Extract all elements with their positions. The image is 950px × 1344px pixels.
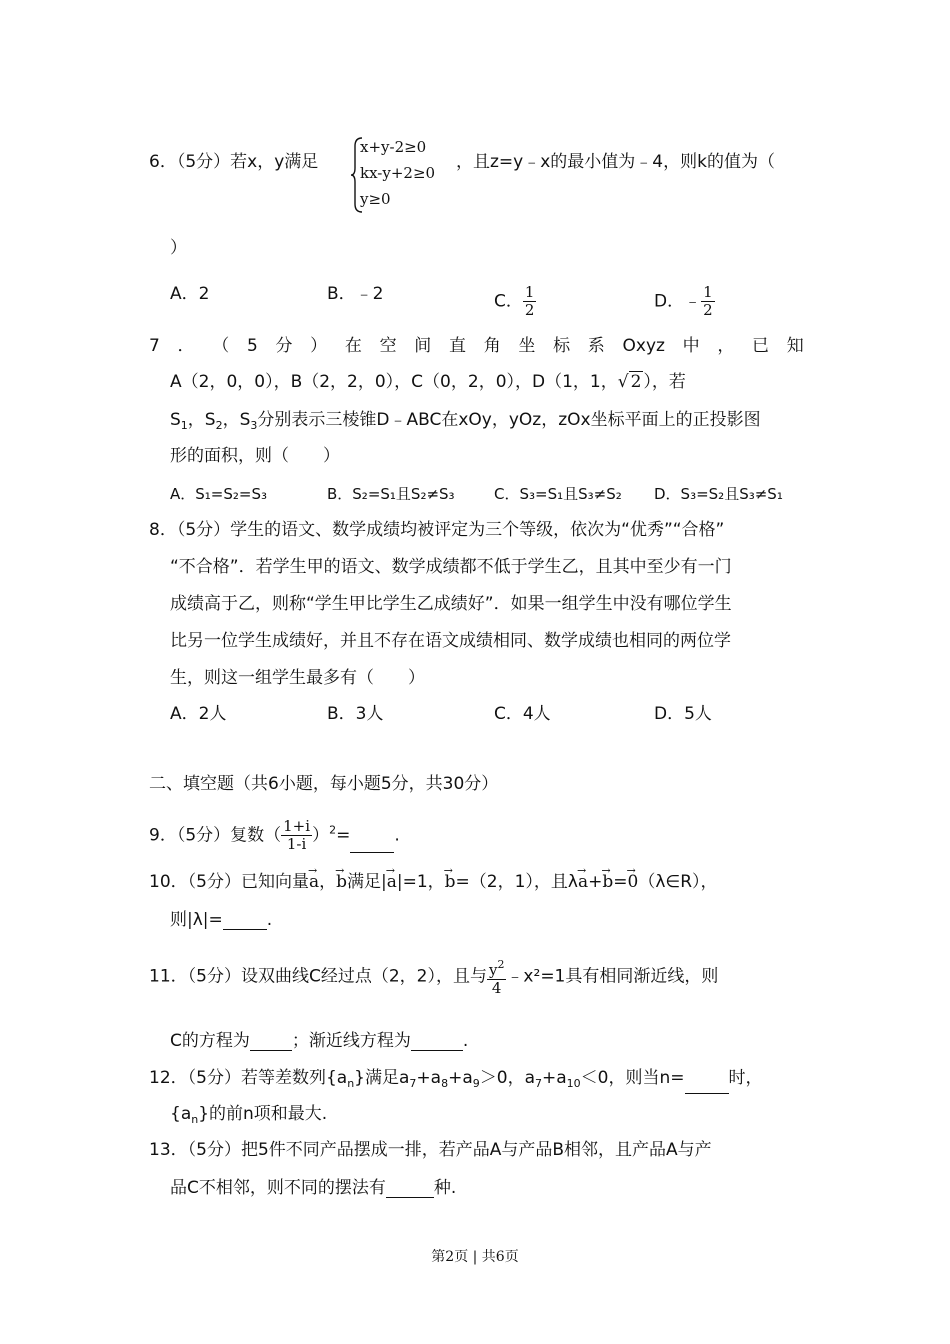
q8-option-c: C．4人 (494, 704, 551, 724)
q12-line-1 (149, 1068, 763, 1094)
superscript: 2 (329, 823, 337, 837)
q7-char: 空 (379, 336, 397, 356)
q13-text: 种. (433, 1178, 457, 1198)
q6-option-a: A．2 (170, 284, 210, 304)
q7-option-b: B．S₂=S₁且S₂≠S₃ (327, 485, 455, 503)
q10-end: . (266, 910, 273, 930)
text: ，S (222, 410, 251, 430)
q9-fraction (281, 818, 312, 853)
q6-option-c-label: C． (494, 291, 523, 312)
lambda: λ (192, 910, 203, 930)
q7-option-c: C．S₃=S₁且S₃≠S₂ (494, 485, 622, 503)
q7-char: 直 (448, 336, 466, 356)
q6-system (360, 137, 435, 209)
q8-line-1: 8．（5分）学生的语文、数学成绩均被评定为三个等级，依次为“优秀”“合格” (149, 520, 725, 540)
q7-char: 间 (414, 336, 432, 356)
q8-option-a: A．2人 (170, 704, 227, 724)
q7-char: ） (310, 336, 328, 356)
text: ，S (187, 410, 216, 430)
q7-char: 标 (553, 336, 571, 356)
subscript: 7 (409, 1077, 417, 1090)
q7-char: 知 (786, 336, 804, 356)
abs-bar: | (396, 872, 403, 892)
q13-answer-blank[interactable] (386, 1181, 434, 1198)
q11-line-2 (170, 1031, 468, 1051)
frac-den: 2 (524, 301, 535, 319)
var-y: y (488, 961, 498, 979)
text: 分别表示三棱锥D﹣ABC在xOy，yOz，zOx坐标平面上的正投影图 (257, 410, 761, 430)
subscript: 3 (250, 419, 258, 432)
q11-answer-blank-2[interactable] (411, 1034, 463, 1051)
q6-lead: 6．（5分）若x，y满足 (149, 152, 319, 172)
abs-bar: | (202, 910, 209, 930)
text: +a (541, 1068, 567, 1088)
q10-answer-blank[interactable] (223, 913, 267, 930)
q6-option-d-label: D．﹣ (654, 291, 702, 312)
q8-option-b: B．3人 (327, 704, 384, 724)
frac-num: 1+i (283, 817, 311, 835)
q7-char: 角 (483, 336, 501, 356)
vector-b: → b (445, 872, 456, 892)
q6-inequality-1: x+y-2≥0 (360, 138, 427, 156)
q8-line-3: 成绩高于乙，则称“学生甲比学生乙成绩好”．如果一组学生中没有哪位学生 (170, 594, 732, 614)
frac-den: 1-i (286, 835, 307, 853)
text: ＞0，a (479, 1068, 535, 1088)
abs-bar: | (380, 872, 387, 892)
q8-line-5: 生，则这一组学生最多有（ ） (170, 668, 425, 688)
vector-a: → a (578, 872, 588, 892)
q7-char: 中 (682, 336, 700, 356)
text: 时， (728, 1068, 763, 1088)
q7-char: 已 (752, 336, 770, 356)
q11-fraction (487, 956, 506, 997)
text: S (170, 410, 181, 430)
q8-option-d: D．5人 (654, 704, 712, 724)
q10-text: （λ∈R）， (638, 872, 718, 892)
q6-option-d (654, 284, 715, 319)
q7-char: 7 (149, 336, 160, 356)
q9 (149, 818, 400, 853)
subscript: 2 (215, 419, 223, 432)
subscript: 8 (441, 1077, 449, 1090)
text: 12．（5分）若等差数列{a (149, 1068, 348, 1088)
subscript: 7 (534, 1077, 542, 1090)
q10-text: =（2，1），且λ (455, 872, 578, 892)
q6-option-b: B．﹣2 (327, 284, 384, 304)
q7-line-2 (170, 372, 686, 392)
q6-option-d-fraction (701, 284, 715, 319)
q10-line-1 (149, 872, 718, 892)
q7-char: ． (177, 336, 195, 356)
equals: = (613, 872, 628, 892)
q6-inequality-3: y≥0 (360, 190, 391, 208)
subscript: 1 (180, 419, 188, 432)
q13-text: 品C不相邻，则不同的摆法有 (170, 1178, 386, 1198)
q7-line-1 (149, 336, 804, 356)
frac-num (487, 956, 506, 980)
text: {a (170, 1104, 192, 1124)
q6-inequality-2: kx-y+2≥0 (360, 164, 436, 182)
q11-line-1 (149, 956, 718, 997)
frac-den: 2 (703, 301, 713, 319)
q8-line-4: 比另一位学生成绩好，并且不存在语文成绩相同、数学成绩也相同的两位学 (170, 631, 731, 651)
page-footer: 第2页 | 共6页 (431, 1249, 519, 1265)
q6-tail: ，且z=y﹣x的最小值为﹣4，则k的值为（ (456, 152, 775, 172)
q13-line-1: 13．（5分）把5件不同产品摆成一排，若产品A与产品B相邻，且产品A与产 (149, 1140, 712, 1160)
superscript: 2 (497, 958, 505, 971)
q7-line-3 (170, 410, 761, 436)
text: ＜0，则当n= (580, 1068, 685, 1088)
vector-b: → b (336, 872, 347, 892)
subscript: 9 (472, 1077, 480, 1090)
q7-char: 在 (344, 336, 362, 356)
q7-option-a: A．S₁=S₂=S₃ (170, 485, 268, 503)
q11-answer-blank-1[interactable] (250, 1034, 292, 1051)
q9-paren: ） (312, 825, 330, 846)
sqrt-radicand: 2 (630, 372, 642, 392)
q7-points: A（2，0，0），B（2，2，0），C（0，2，0），D（1，1， (170, 372, 618, 392)
q8-line-2: “不合格”．若学生甲的语文、数学成绩都不低于学生乙，且其中至少有一门 (170, 557, 732, 577)
q7-line-4: 形的面积，则（ ） (170, 446, 340, 466)
frac-num: 1 (703, 283, 713, 301)
q13-line-2 (170, 1178, 456, 1198)
q10-lead: 10．（5分）已知向量 (149, 872, 309, 892)
subscript: n (191, 1113, 199, 1126)
q10-text: 满足 (346, 872, 381, 892)
q9-end: . (394, 825, 400, 846)
q7-char: （ (212, 336, 230, 356)
vector-a: → a (309, 872, 319, 892)
q9-lead: 9．（5分）复数（ (149, 825, 282, 846)
comma: ， (319, 872, 337, 892)
q11-text: ；渐近线方程为 (291, 1031, 411, 1051)
q10-line-2 (170, 910, 272, 930)
equals: = (208, 910, 223, 930)
q7-char: ， (717, 336, 735, 356)
zero-vector: → 0 (628, 872, 639, 892)
q12-line-2 (170, 1104, 327, 1130)
q10-text: =1， (402, 872, 445, 892)
q11-end: . (462, 1031, 469, 1051)
text: }满足a (354, 1068, 410, 1088)
vector-b: → b (602, 872, 613, 892)
text: +a (416, 1068, 442, 1088)
vector-a: → a (387, 872, 397, 892)
subscript: 10 (566, 1077, 581, 1090)
frac-num: 1 (524, 283, 535, 301)
q7-line-2-tail: ），若 (643, 372, 686, 392)
sqrt-symbol: √ 2 (617, 372, 642, 392)
q7-option-d: D．S₃=S₂且S₃≠S₁ (654, 485, 783, 503)
q6-option-c-fraction (523, 284, 537, 319)
q11-lead: 11．（5分）设双曲线C经过点（2，2），且与 (149, 966, 487, 987)
q7-char: 坐 (518, 336, 536, 356)
q11-text: ﹣x²=1具有相同渐近线，则 (506, 966, 719, 987)
q7-char: Oxyz (622, 336, 665, 356)
q6-option-c (494, 284, 536, 319)
q7-char: 系 (587, 336, 605, 356)
text: +a (448, 1068, 473, 1088)
q7-char: 分 (275, 336, 293, 356)
text: }的前n项和最大. (198, 1104, 328, 1124)
q9-equals: = (336, 825, 351, 846)
q7-char: 5 (246, 336, 258, 356)
frac-den: 4 (491, 979, 502, 997)
q12-answer-blank[interactable] (685, 1077, 729, 1094)
q9-answer-blank[interactable] (350, 836, 394, 853)
q10-text: 则 (170, 910, 187, 930)
subscript: n (347, 1077, 355, 1090)
q6-close: ） (170, 238, 187, 258)
section-2-heading: 二、填空题（共6小题，每小题5分，共30分） (149, 774, 499, 794)
plus: + (588, 872, 603, 892)
q11-text: C的方程为 (170, 1031, 250, 1051)
abs-bar: | (187, 910, 193, 930)
